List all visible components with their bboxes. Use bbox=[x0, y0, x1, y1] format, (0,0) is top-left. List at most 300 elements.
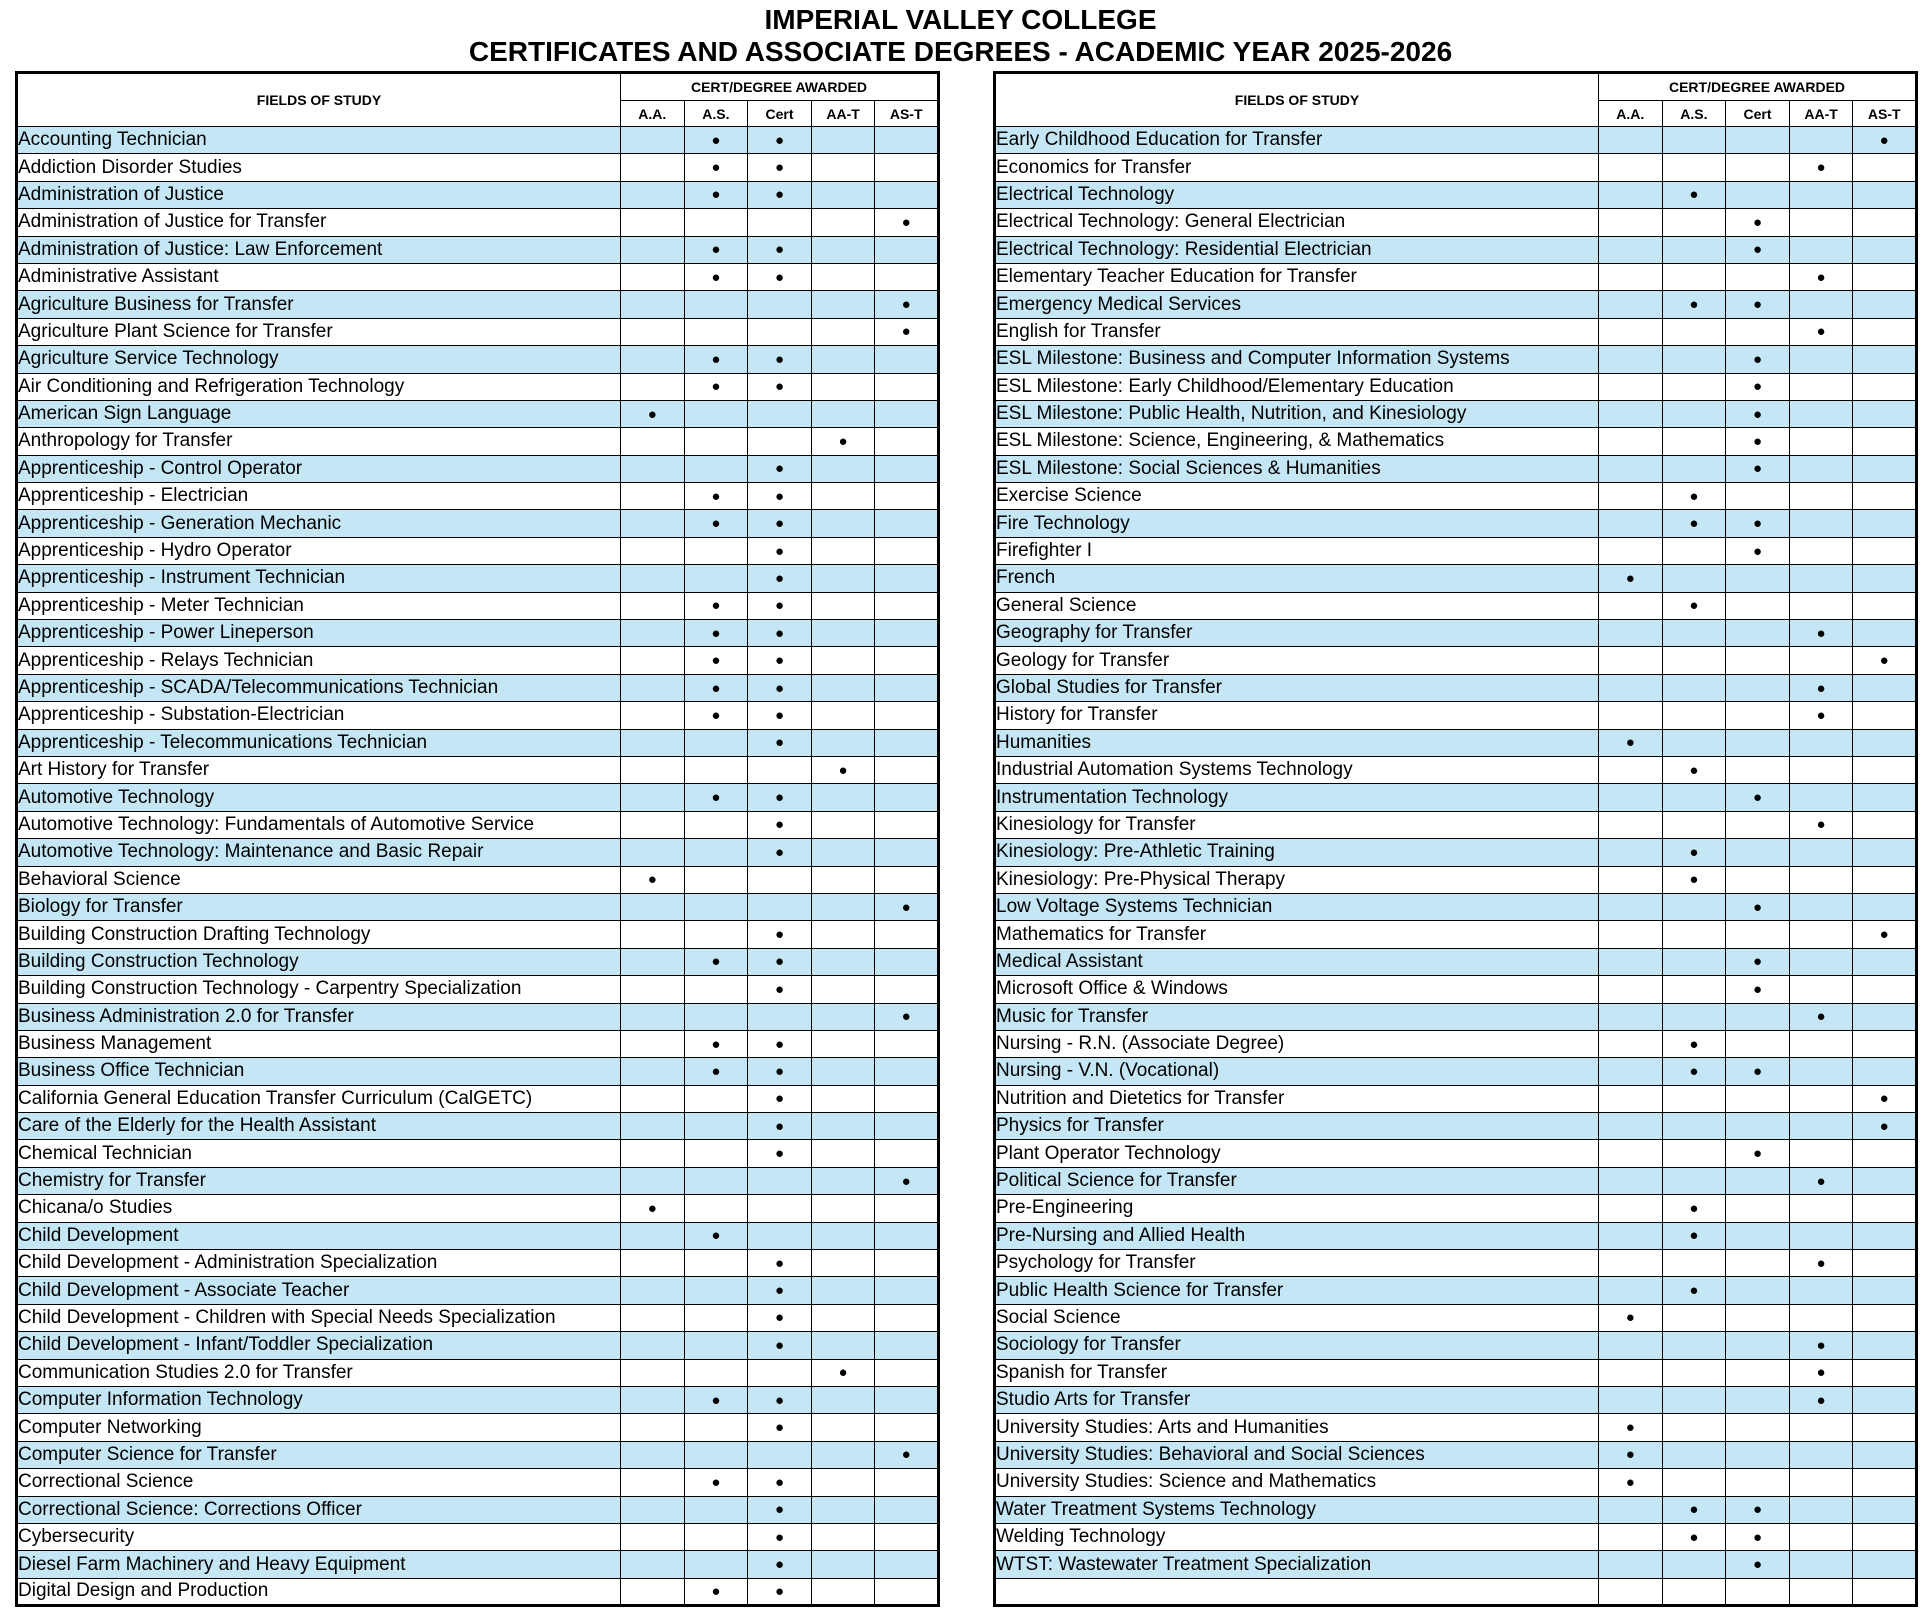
award-cell-aa bbox=[1599, 565, 1663, 592]
award-cell-aa bbox=[621, 1167, 685, 1194]
award-cell-as-t bbox=[1853, 1250, 1917, 1277]
award-cell-cert bbox=[1726, 1167, 1790, 1194]
award-cell-as-t bbox=[875, 1195, 939, 1222]
programs-table-left bbox=[15, 71, 940, 1607]
award-cell-aa bbox=[621, 263, 685, 290]
award-cell-aa-t bbox=[811, 346, 875, 373]
award-dot-icon: ● bbox=[711, 186, 721, 204]
award-dot-icon: ● bbox=[774, 1090, 785, 1108]
award-cell-as bbox=[684, 1496, 748, 1523]
program-row bbox=[995, 1496, 1917, 1523]
program-name: Spanish for Transfer bbox=[995, 1359, 1599, 1386]
award-cell-aa bbox=[621, 510, 685, 537]
program-name: Anthropology for Transfer bbox=[17, 428, 621, 455]
program-name: University Studies: Science and Mathematics bbox=[995, 1469, 1599, 1496]
award-cell-as bbox=[1662, 976, 1726, 1003]
award-cell-cert bbox=[1726, 1551, 1790, 1578]
award-cell-aa bbox=[1599, 181, 1663, 208]
award-cell-aa-t bbox=[1789, 674, 1853, 701]
award-cell-aa bbox=[1599, 592, 1663, 619]
award-cell-aa-t bbox=[1789, 1441, 1853, 1468]
award-cell-as bbox=[684, 702, 748, 729]
award-cell-as bbox=[1662, 181, 1726, 208]
award-cell-aa bbox=[621, 565, 685, 592]
award-cell-aa-t bbox=[811, 1332, 875, 1359]
award-cell-cert bbox=[1726, 1523, 1790, 1550]
award-cell-as bbox=[1662, 1523, 1726, 1550]
award-dot-icon: ● bbox=[774, 843, 785, 861]
program-row bbox=[995, 346, 1917, 373]
award-cell-aa-t bbox=[811, 811, 875, 838]
award-cell-as bbox=[684, 154, 748, 181]
award-cell-as-t bbox=[875, 948, 939, 975]
award-cell-aa bbox=[621, 483, 685, 510]
award-cell-as bbox=[1662, 839, 1726, 866]
award-cell-cert bbox=[1726, 1414, 1790, 1441]
award-cell-aa-t bbox=[811, 1113, 875, 1140]
award-cell-cert bbox=[748, 318, 812, 345]
program-row bbox=[17, 948, 939, 975]
award-cell-cert bbox=[1726, 1332, 1790, 1359]
award-cell-aa bbox=[621, 921, 685, 948]
programs-table-right bbox=[993, 71, 1918, 1607]
award-cell-aa-t bbox=[1789, 1113, 1853, 1140]
award-cell-as-t bbox=[875, 181, 939, 208]
program-name: Apprenticeship - Substation-Electrician bbox=[17, 702, 621, 729]
award-cell-as bbox=[684, 811, 748, 838]
award-cell-aa bbox=[1599, 921, 1663, 948]
award-cell-cert bbox=[1726, 127, 1790, 154]
program-name: Geography for Transfer bbox=[995, 620, 1599, 647]
program-name: Firefighter I bbox=[995, 537, 1599, 564]
program-row bbox=[995, 592, 1917, 619]
award-cell-as bbox=[684, 181, 748, 208]
program-row bbox=[995, 483, 1917, 510]
award-cell-aa-t bbox=[1789, 346, 1853, 373]
award-cell-aa-t bbox=[811, 510, 875, 537]
program-row bbox=[17, 674, 939, 701]
program-row bbox=[17, 154, 939, 181]
program-row bbox=[17, 1496, 939, 1523]
award-cell-cert bbox=[1726, 263, 1790, 290]
column-header-aa: A.A. bbox=[621, 101, 685, 127]
program-row bbox=[995, 839, 1917, 866]
award-cell-as-t bbox=[1853, 1003, 1917, 1030]
award-cell-as bbox=[684, 1140, 748, 1167]
award-dot-icon: ● bbox=[838, 761, 848, 779]
award-cell-as-t bbox=[1853, 1058, 1917, 1085]
program-row bbox=[995, 1469, 1917, 1496]
program-row bbox=[995, 318, 1917, 345]
award-cell-aa-t bbox=[811, 537, 875, 564]
award-dot-icon: ● bbox=[838, 432, 848, 450]
program-row bbox=[995, 1195, 1917, 1222]
award-cell-aa-t bbox=[1789, 1304, 1853, 1331]
program-row bbox=[17, 702, 939, 729]
award-dot-icon: ● bbox=[1625, 1309, 1635, 1327]
award-cell-as bbox=[684, 1277, 748, 1304]
program-row bbox=[995, 1058, 1917, 1085]
program-row bbox=[995, 1441, 1917, 1468]
award-cell-as bbox=[1662, 893, 1726, 920]
award-cell-aa-t bbox=[1789, 948, 1853, 975]
program-row bbox=[995, 811, 1917, 838]
award-cell-as-t bbox=[1853, 428, 1917, 455]
award-cell-as-t bbox=[875, 976, 939, 1003]
program-name: Electrical Technology: Residential Electrician bbox=[995, 236, 1599, 263]
award-cell-aa-t bbox=[811, 976, 875, 1003]
award-cell-cert bbox=[748, 866, 812, 893]
program-name: ESL Milestone: Business and Computer Information Systems bbox=[995, 346, 1599, 373]
award-cell-aa-t bbox=[811, 236, 875, 263]
program-name: Art History for Transfer bbox=[17, 756, 621, 783]
program-row bbox=[17, 1113, 939, 1140]
award-cell-as-t bbox=[1853, 346, 1917, 373]
award-cell-as bbox=[1662, 1304, 1726, 1331]
award-cell-aa-t bbox=[1789, 1003, 1853, 1030]
award-dot-icon: ● bbox=[1752, 980, 1763, 998]
award-cell-as-t bbox=[875, 1359, 939, 1386]
award-cell-as-t bbox=[1853, 784, 1917, 811]
award-cell-as bbox=[684, 455, 748, 482]
award-cell-aa-t bbox=[811, 893, 875, 920]
award-cell-as bbox=[684, 483, 748, 510]
program-name: Emergency Medical Services bbox=[995, 291, 1599, 318]
award-dot-icon: ● bbox=[1689, 487, 1699, 505]
award-dot-icon: ● bbox=[1752, 515, 1763, 533]
program-row bbox=[995, 1523, 1917, 1550]
program-name: California General Education Transfer Curriculum (CalGETC) bbox=[17, 1085, 621, 1112]
award-cell-as bbox=[684, 291, 748, 318]
award-cell-as-t bbox=[875, 1578, 939, 1605]
award-dot-icon: ● bbox=[711, 350, 721, 368]
award-cell-as-t bbox=[875, 1003, 939, 1030]
award-dot-icon: ● bbox=[1689, 1501, 1699, 1519]
award-cell-aa-t bbox=[1789, 1195, 1853, 1222]
award-dot-icon: ● bbox=[838, 1364, 848, 1382]
award-dot-icon: ● bbox=[774, 1145, 785, 1163]
award-cell-cert bbox=[1726, 1277, 1790, 1304]
award-cell-aa bbox=[1599, 263, 1663, 290]
program-name: Exercise Science bbox=[995, 483, 1599, 510]
programs-list-left bbox=[17, 127, 939, 1606]
award-dot-icon: ● bbox=[774, 679, 785, 697]
award-cell-as-t bbox=[875, 1414, 939, 1441]
award-cell-aa-t bbox=[811, 1304, 875, 1331]
award-cell-aa-t bbox=[1789, 428, 1853, 455]
award-dot-icon: ● bbox=[1816, 706, 1826, 724]
award-cell-cert bbox=[748, 263, 812, 290]
program-row bbox=[995, 127, 1917, 154]
program-row bbox=[995, 1222, 1917, 1249]
award-cell-cert bbox=[748, 1469, 812, 1496]
award-cell-cert bbox=[748, 1250, 812, 1277]
award-cell-aa-t bbox=[811, 263, 875, 290]
award-cell-as bbox=[1662, 948, 1726, 975]
award-dot-icon: ● bbox=[774, 816, 785, 834]
award-dot-icon: ● bbox=[1879, 926, 1889, 944]
award-cell-as-t bbox=[1853, 400, 1917, 427]
program-row bbox=[17, 976, 939, 1003]
award-cell-aa bbox=[621, 839, 685, 866]
award-cell-cert bbox=[748, 839, 812, 866]
program-row bbox=[995, 647, 1917, 674]
award-cell-aa bbox=[1599, 1277, 1663, 1304]
award-cell-aa bbox=[621, 1113, 685, 1140]
award-dot-icon: ● bbox=[774, 1336, 785, 1354]
award-dot-icon: ● bbox=[774, 1528, 785, 1546]
program-name: Economics for Transfer bbox=[995, 154, 1599, 181]
program-name bbox=[995, 1578, 1599, 1605]
award-cell-aa bbox=[621, 1523, 685, 1550]
award-cell-aa-t bbox=[1789, 1414, 1853, 1441]
award-cell-cert bbox=[748, 1113, 812, 1140]
column-header-cert: Cert bbox=[748, 101, 812, 127]
award-dot-icon: ● bbox=[1752, 898, 1763, 916]
award-dot-icon: ● bbox=[711, 159, 721, 177]
program-name: Accounting Technician bbox=[17, 127, 621, 154]
award-cell-as-t bbox=[1853, 373, 1917, 400]
award-dot-icon: ● bbox=[711, 1062, 721, 1080]
award-cell-as bbox=[1662, 483, 1726, 510]
program-name: Administration of Justice: Law Enforcement bbox=[17, 236, 621, 263]
award-cell-cert bbox=[748, 154, 812, 181]
program-row bbox=[17, 811, 939, 838]
award-cell-cert bbox=[748, 1003, 812, 1030]
award-cell-as bbox=[684, 948, 748, 975]
award-dot-icon: ● bbox=[711, 131, 721, 149]
award-cell-aa bbox=[1599, 127, 1663, 154]
award-cell-aa bbox=[621, 784, 685, 811]
award-cell-aa-t bbox=[811, 127, 875, 154]
award-dot-icon: ● bbox=[1752, 378, 1763, 396]
award-dot-icon: ● bbox=[774, 487, 785, 505]
award-cell-cert bbox=[748, 537, 812, 564]
award-dot-icon: ● bbox=[1816, 159, 1826, 177]
program-row bbox=[17, 127, 939, 154]
award-dot-icon: ● bbox=[774, 1254, 785, 1272]
award-cell-cert bbox=[748, 1386, 812, 1413]
award-cell-as-t bbox=[1853, 948, 1917, 975]
award-cell-aa-t bbox=[811, 455, 875, 482]
award-cell-cert bbox=[1726, 976, 1790, 1003]
award-cell-cert bbox=[1726, 181, 1790, 208]
award-dot-icon: ● bbox=[711, 1473, 721, 1491]
award-cell-as bbox=[684, 1058, 748, 1085]
award-dot-icon: ● bbox=[1689, 1227, 1699, 1245]
award-cell-as-t bbox=[875, 1469, 939, 1496]
award-cell-as bbox=[1662, 1578, 1726, 1605]
award-cell-as-t bbox=[875, 510, 939, 537]
award-cell-aa bbox=[621, 209, 685, 236]
award-cell-aa bbox=[621, 1222, 685, 1249]
award-cell-cert bbox=[748, 1332, 812, 1359]
award-dot-icon: ● bbox=[774, 926, 785, 944]
award-cell-as bbox=[1662, 373, 1726, 400]
program-name: Diesel Farm Machinery and Heavy Equipment bbox=[17, 1551, 621, 1578]
award-cell-as-t bbox=[875, 1250, 939, 1277]
award-cell-aa-t bbox=[811, 1222, 875, 1249]
award-cell-cert bbox=[1726, 318, 1790, 345]
award-cell-cert bbox=[1726, 1195, 1790, 1222]
award-cell-cert bbox=[1726, 428, 1790, 455]
award-cell-aa-t bbox=[1789, 455, 1853, 482]
award-cell-aa bbox=[1599, 702, 1663, 729]
award-cell-aa-t bbox=[1789, 181, 1853, 208]
award-cell-as-t bbox=[875, 921, 939, 948]
award-cell-cert bbox=[748, 181, 812, 208]
award-cell-cert bbox=[1726, 592, 1790, 619]
award-cell-cert bbox=[1726, 1359, 1790, 1386]
award-dot-icon: ● bbox=[1689, 1282, 1699, 1300]
award-cell-as-t bbox=[1853, 1030, 1917, 1057]
award-dot-icon: ● bbox=[774, 980, 785, 998]
program-name: Business Administration 2.0 for Transfer bbox=[17, 1003, 621, 1030]
award-cell-aa bbox=[1599, 976, 1663, 1003]
program-name: ESL Milestone: Science, Engineering, & Mathematics bbox=[995, 428, 1599, 455]
award-cell-as-t bbox=[875, 592, 939, 619]
program-name: Automotive Technology bbox=[17, 784, 621, 811]
award-cell-as bbox=[684, 1441, 748, 1468]
award-cell-cert bbox=[1726, 702, 1790, 729]
award-dot-icon: ● bbox=[1689, 1199, 1699, 1217]
award-cell-aa-t bbox=[1789, 1359, 1853, 1386]
award-dot-icon: ● bbox=[1816, 1364, 1826, 1382]
award-dot-icon: ● bbox=[1689, 761, 1699, 779]
award-cell-as-t bbox=[875, 1441, 939, 1468]
award-cell-as-t bbox=[1853, 811, 1917, 838]
award-dot-icon: ● bbox=[1752, 432, 1763, 450]
award-dot-icon: ● bbox=[774, 515, 785, 533]
award-cell-as bbox=[684, 866, 748, 893]
program-name: Building Construction Technology - Carpentry Specialization bbox=[17, 976, 621, 1003]
award-dot-icon: ● bbox=[1625, 1446, 1635, 1464]
award-cell-aa bbox=[621, 1496, 685, 1523]
award-cell-as bbox=[1662, 674, 1726, 701]
award-cell-aa bbox=[621, 647, 685, 674]
award-cell-aa-t bbox=[811, 1496, 875, 1523]
award-dot-icon: ● bbox=[1752, 542, 1763, 560]
award-cell-as bbox=[1662, 620, 1726, 647]
award-dot-icon: ● bbox=[711, 241, 721, 259]
award-cell-cert bbox=[748, 1222, 812, 1249]
award-cell-aa bbox=[621, 318, 685, 345]
award-cell-aa bbox=[1599, 756, 1663, 783]
award-cell-as bbox=[684, 400, 748, 427]
award-cell-aa bbox=[1599, 154, 1663, 181]
award-cell-aa bbox=[1599, 373, 1663, 400]
award-cell-as-t bbox=[875, 400, 939, 427]
award-cell-aa bbox=[1599, 1222, 1663, 1249]
award-cell-aa bbox=[1599, 1058, 1663, 1085]
award-cell-cert bbox=[1726, 1496, 1790, 1523]
program-name: Child Development - Infant/Toddler Specialization bbox=[17, 1332, 621, 1359]
program-row bbox=[995, 1304, 1917, 1331]
program-row bbox=[995, 729, 1917, 756]
award-cell-aa-t bbox=[1789, 1167, 1853, 1194]
program-row bbox=[17, 483, 939, 510]
award-cell-as-t bbox=[1853, 209, 1917, 236]
program-row bbox=[17, 1414, 939, 1441]
award-cell-cert bbox=[1726, 346, 1790, 373]
award-cell-cert bbox=[1726, 510, 1790, 537]
award-dot-icon: ● bbox=[1689, 515, 1699, 533]
award-cell-aa-t bbox=[1789, 702, 1853, 729]
program-name: Apprenticeship - Generation Mechanic bbox=[17, 510, 621, 537]
award-cell-as-t bbox=[1853, 1441, 1917, 1468]
program-row bbox=[995, 565, 1917, 592]
program-row bbox=[995, 181, 1917, 208]
award-cell-cert bbox=[748, 674, 812, 701]
program-name: Water Treatment Systems Technology bbox=[995, 1496, 1599, 1523]
award-dot-icon: ● bbox=[1752, 296, 1763, 314]
award-cell-aa-t bbox=[1789, 400, 1853, 427]
award-cell-cert bbox=[1726, 373, 1790, 400]
award-cell-as-t bbox=[875, 1113, 939, 1140]
program-name: Microsoft Office & Windows bbox=[995, 976, 1599, 1003]
award-dot-icon: ● bbox=[1752, 1145, 1763, 1163]
program-name: Child Development bbox=[17, 1222, 621, 1249]
award-dot-icon: ● bbox=[1816, 1336, 1826, 1354]
award-cell-aa bbox=[1599, 1441, 1663, 1468]
award-cell-aa bbox=[1599, 729, 1663, 756]
program-row bbox=[17, 647, 939, 674]
award-cell-aa bbox=[621, 1140, 685, 1167]
award-cell-aa-t bbox=[1789, 263, 1853, 290]
program-row bbox=[995, 1332, 1917, 1359]
program-row bbox=[17, 866, 939, 893]
award-cell-cert bbox=[748, 921, 812, 948]
program-row bbox=[17, 1332, 939, 1359]
award-cell-as bbox=[1662, 127, 1726, 154]
program-row bbox=[995, 893, 1917, 920]
college-name: IMPERIAL VALLEY COLLEGE bbox=[764, 4, 1157, 35]
program-row bbox=[995, 291, 1917, 318]
award-cell-aa-t bbox=[811, 483, 875, 510]
program-row bbox=[17, 1140, 939, 1167]
award-cell-cert bbox=[748, 702, 812, 729]
award-cell-cert bbox=[1726, 674, 1790, 701]
program-row bbox=[995, 400, 1917, 427]
award-cell-cert bbox=[748, 756, 812, 783]
award-cell-aa-t bbox=[1789, 127, 1853, 154]
award-dot-icon: ● bbox=[901, 1008, 911, 1026]
award-cell-aa-t bbox=[1789, 1030, 1853, 1057]
award-cell-aa bbox=[621, 181, 685, 208]
program-name: Apprenticeship - Power Lineperson bbox=[17, 620, 621, 647]
award-cell-aa-t bbox=[811, 784, 875, 811]
award-cell-cert bbox=[1726, 483, 1790, 510]
program-name: Correctional Science bbox=[17, 1469, 621, 1496]
award-cell-aa bbox=[1599, 1250, 1663, 1277]
award-dot-icon: ● bbox=[711, 597, 721, 615]
award-dot-icon: ● bbox=[1752, 241, 1763, 259]
award-cell-cert bbox=[748, 647, 812, 674]
award-cell-aa-t bbox=[811, 620, 875, 647]
award-cell-as-t bbox=[1853, 1332, 1917, 1359]
award-cell-aa bbox=[1599, 893, 1663, 920]
award-cell-as bbox=[684, 236, 748, 263]
program-name: Behavioral Science bbox=[17, 866, 621, 893]
award-cell-aa bbox=[621, 976, 685, 1003]
award-dot-icon: ● bbox=[774, 186, 785, 204]
award-cell-aa bbox=[621, 811, 685, 838]
award-cell-aa-t bbox=[811, 154, 875, 181]
program-row bbox=[995, 373, 1917, 400]
program-name: Nursing - R.N. (Associate Degree) bbox=[995, 1030, 1599, 1057]
award-cell-aa bbox=[1599, 1578, 1663, 1605]
program-name: Music for Transfer bbox=[995, 1003, 1599, 1030]
